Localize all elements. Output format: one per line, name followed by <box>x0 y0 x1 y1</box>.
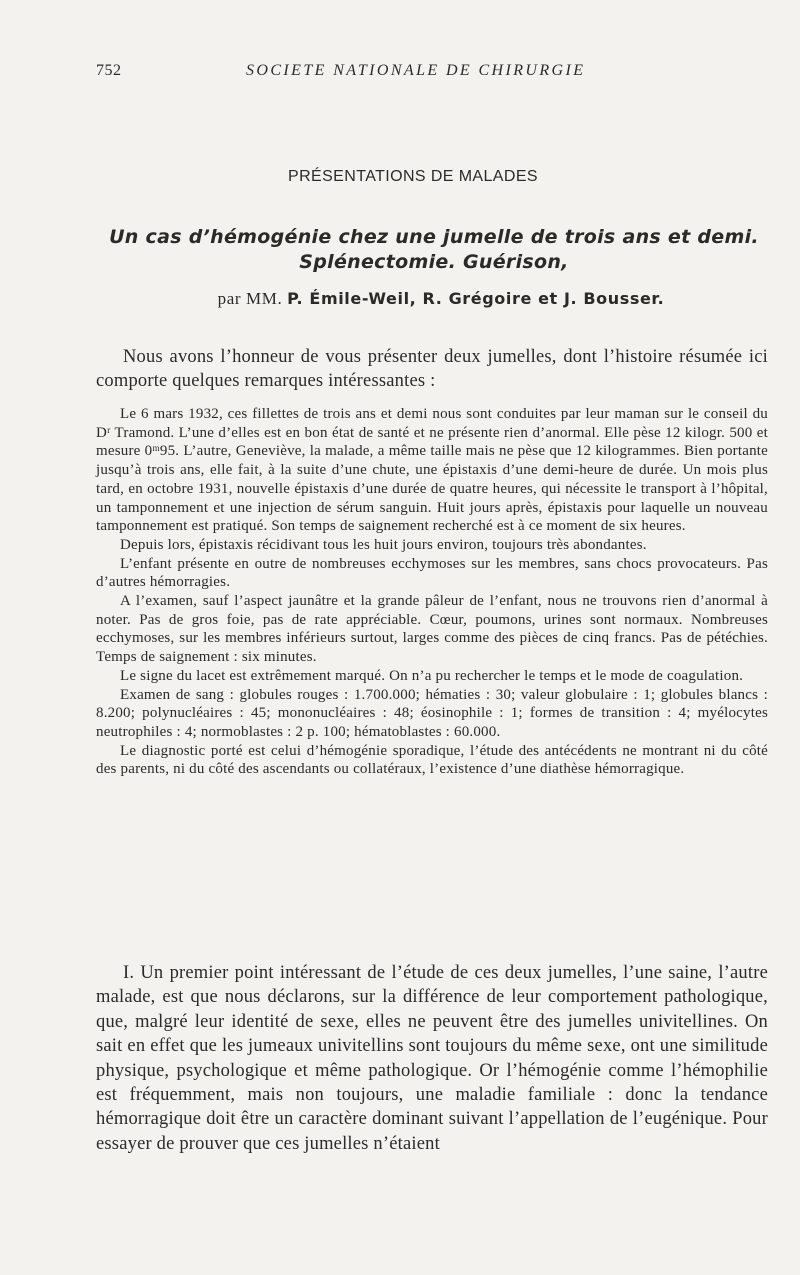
case-report-paragraph: L’enfant présente en outre de nombreuses ecchymoses sur les membres, sans chocs provocateurs. Pas d’autres hémorragies. <box>96 555 768 591</box>
journal-title: SOCIETE NATIONALE DE CHIRURGIE <box>246 62 586 79</box>
page-number: 752 <box>96 62 122 79</box>
case-report-paragraph: Le diagnostic porté est celui d’hémogénie sporadique, l’étude des antécédents ne montrant ni du côté des parents, ni du côté des ascendants ou collatéraux, l’existence d’une diathèse hémorragique. <box>96 742 768 778</box>
case-report-section <box>96 405 768 779</box>
article-title-line-2: Splénectomie. Guérison, <box>299 251 569 273</box>
running-head <box>96 62 768 84</box>
authors-prefix: par MM. <box>217 289 283 308</box>
discussion-paragraph: I. Un premier point intéressant de l’étude de ces deux jumelles, l’une saine, l’autre malade, est que nous déclarons, sur la différence de leur comportement pathologique, que, malgré leur identité de sexe, elles ne peuvent être des jumelles univitellines. On sait en effet que les jumeaux univitellins sont toujours du même sexe, ont une similitude physique, psychologique et même pathologique. Or l’hémogénie comme l’hémophilie est fréquemment, mais non toujours, une maladie familiale : donc la tendance hémorragique doit être un caractère dominant suivant l’appellation de l’eugénique. Pour essayer de prouver que ces jumelles n’étaient <box>96 963 768 1154</box>
case-report-paragraph: Depuis lors, épistaxis récidivant tous les huit jours environ, toujours très abondantes. <box>120 536 647 553</box>
intro-paragraph: Nous avons l’honneur de vous présenter deux jumelles, dont l’histoire résumée ici comporte quelques remarques intéressantes : <box>96 347 768 391</box>
discussion-section <box>96 961 768 1156</box>
article-title <box>96 225 772 275</box>
case-report-paragraph: Examen de sang : globules rouges : 1.700.000; hématies : 30; valeur globulaire : 1; globules blancs : 8.200; polynucléaires : 45; mononucléaires : 48; éosinophile : 1; formes de transition : 4; myélocytes neutrophiles : 4; normoblastes : 2 p. 100; hématoblastes : 60.000. <box>96 686 768 740</box>
case-report-paragraph: Le 6 mars 1932, ces fillettes de trois ans et demi nous sont conduites par leur maman sur le conseil du Dʳ Tramond. L’une d’elles est en bon état de santé et ne présente rien d’anormal. Elle pèse 12 kilogr. 500 et mesure 0ᵐ95. L’autre, Geneviève, la malade, a même taille mais ne pèse que 12 kilogrammes. Bien portante jusqu’à trois ans, elle fait, à la suite d’une chute, une épistaxis d’une demi-heure de durée. Un mois plus tard, en octobre 1931, nouvelle épistaxis d’une durée de quatre heures, qui nécessite le transport à l’hôpital, un tamponnement et une injection de sérum sanguin. Huit jours après, épistaxis pour laquelle un nouveau tamponnement est pratiqué. Son temps de saignement recherché est à ce moment de six heures. <box>96 406 768 535</box>
case-report-paragraph: Le signe du lacet est extrêmement marqué. On n’a pu rechercher le temps et le mode de coagulation. <box>120 667 744 684</box>
section-heading: PRÉSENTATIONS DE MALADES <box>288 168 538 185</box>
authors-line <box>96 289 786 309</box>
intro-section <box>96 345 768 393</box>
author-names: P. Émile-Weil, R. Grégoire et J. Bousser. <box>287 289 665 308</box>
article-title-line-1: Un cas d’hémogénie chez une jumelle de trois ans et demi. <box>109 226 759 248</box>
case-report-paragraph: A l’examen, sauf l’aspect jaunâtre et la grande pâleur de l’enfant, nous ne trouvons rien d’anormal à noter. Pas de gros foie, pas de rate appréciable. Cœur, poumons, urines sont normaux. Nombreuses ecchymoses, sur les membres inférieurs surtout, larges comme des pièces de cinq francs. Pas de pétéchies. Temps de saignement : six minutes. <box>96 593 768 666</box>
